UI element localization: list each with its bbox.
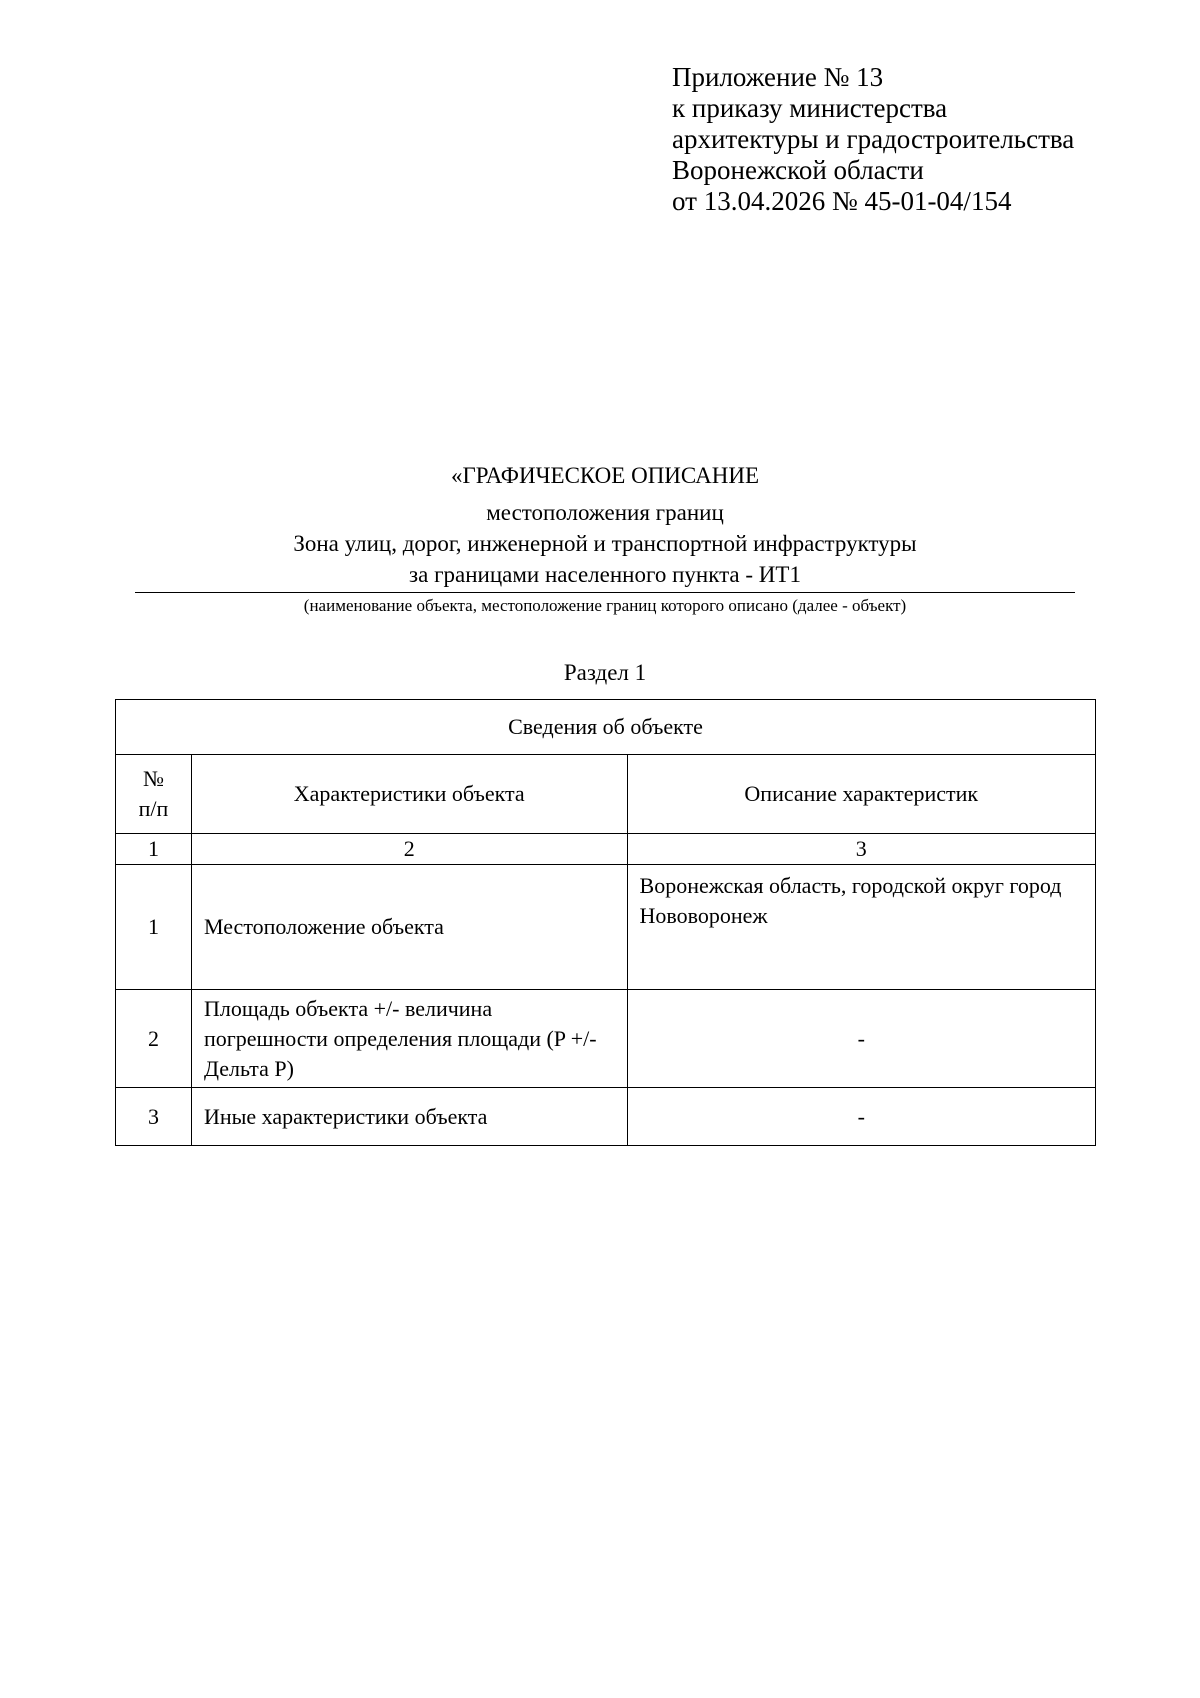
section-title: Раздел 1 [563, 660, 647, 685]
row-description: - [627, 990, 1095, 1088]
title-caption: (наименование объекта, местоположение границ которого описано (далее - объект) [303, 596, 907, 615]
table-heading-row [116, 700, 1096, 755]
title-underline [135, 592, 1075, 593]
table-header-row [116, 755, 1096, 834]
table-row [116, 990, 1096, 1088]
column-number: 3 [627, 834, 1095, 865]
appendix-line: архитектуры и градостроительства [672, 124, 1075, 154]
table-row [116, 865, 1096, 990]
row-number: 2 [116, 990, 192, 1088]
column-header-num: № п/п [116, 755, 192, 834]
subtitle-line: Зона улиц, дорог, инженерной и транспортной инфраструктуры [293, 531, 917, 556]
document-subtitle [135, 497, 1075, 590]
appendix-line: к приказу министерства [672, 93, 948, 123]
row-description: - [627, 1088, 1095, 1146]
row-characteristic: Местоположение объекта [191, 865, 627, 990]
column-header-description: Описание характеристик [627, 755, 1095, 834]
column-number-row [116, 834, 1096, 865]
document-title: «ГРАФИЧЕСКОЕ ОПИСАНИЕ [450, 463, 759, 488]
row-description: Воронежская область, городской округ город Нововоронеж [627, 865, 1095, 990]
appendix-line: Приложение № 13 [672, 62, 884, 92]
subtitle-line: местоположения границ [486, 500, 724, 525]
column-number: 1 [116, 834, 192, 865]
column-header-characteristic: Характеристики объекта [191, 755, 627, 834]
appendix-line: от 13.04.2026 № 45-01-04/154 [672, 186, 1012, 216]
table-row [116, 1088, 1096, 1146]
appendix-header [672, 62, 1074, 217]
table-heading: Сведения об объекте [116, 700, 1096, 755]
subtitle-line: за границами населенного пункта - ИТ1 [409, 562, 801, 587]
row-characteristic: Иные характеристики объекта [191, 1088, 627, 1146]
column-number: 2 [191, 834, 627, 865]
row-characteristic: Площадь объекта +/- величина погрешности определения площади (P +/- Дельта P) [191, 990, 627, 1088]
row-number: 1 [116, 865, 192, 990]
row-number: 3 [116, 1088, 192, 1146]
object-info-table [115, 699, 1096, 1146]
appendix-line: Воронежской области [672, 155, 924, 185]
